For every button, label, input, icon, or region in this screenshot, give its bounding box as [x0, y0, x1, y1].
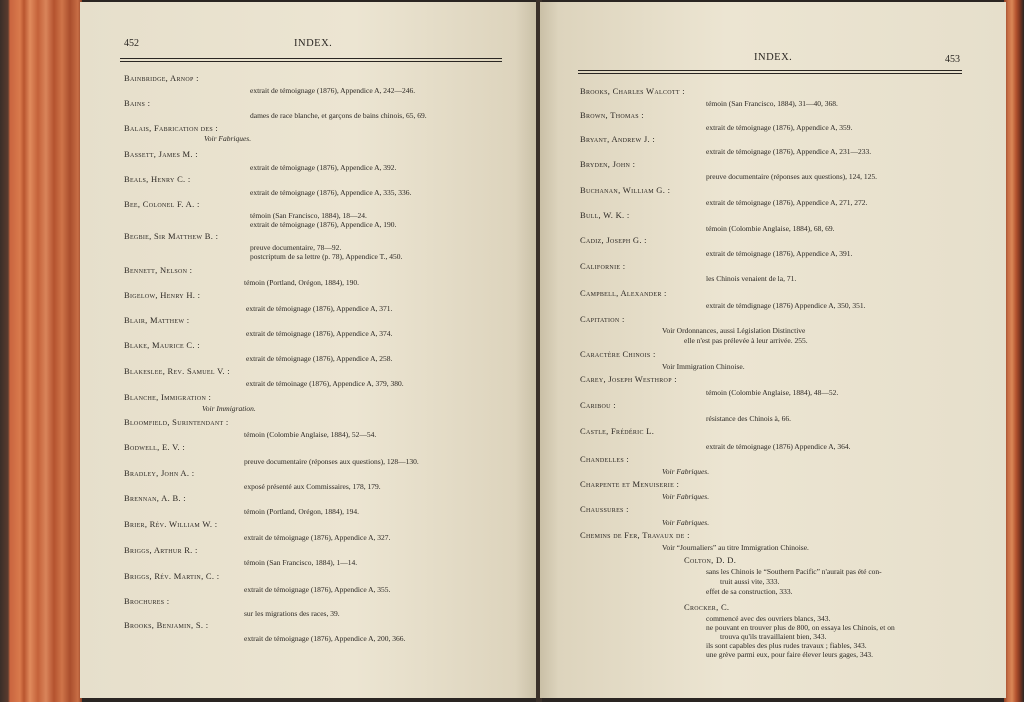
- index-entry-name: Briggs, Rév. Martin, C. :: [124, 571, 220, 581]
- index-entry-detail: Voir Fabriques.: [662, 492, 710, 501]
- index-entry-detail: ils sont capables des plus rudes travaux ; fiables, 343.: [706, 641, 867, 650]
- index-entry-name: Buchanan, William G. :: [580, 185, 671, 195]
- index-entry-detail: extrait de témoignage (1876), Appendice A, 271, 272.: [706, 198, 868, 207]
- index-entry-detail: Voir Immigration.: [202, 404, 256, 413]
- index-entry-detail: extrait de témoignage (1876), Appendice A, 200, 366.: [244, 634, 406, 643]
- index-entry-name: Californie :: [580, 261, 626, 271]
- index-entry-detail: témoin (Colombie Anglaise, 1884), 68, 69.: [706, 224, 835, 233]
- right-page: [540, 2, 1006, 698]
- index-entry-detail: extrait de témoignage (1876), Appendice A, 258.: [246, 354, 393, 363]
- left-page: [80, 2, 538, 698]
- index-entry-name: Cadiz, Joseph G. :: [580, 235, 647, 245]
- index-entry-name: Carey, Joseph Westhrop :: [580, 374, 677, 384]
- index-entry-name: Caractère Chinois :: [580, 349, 656, 359]
- index-entry-detail: extrait de témoignage (1876), Appendice A, 391.: [706, 249, 853, 258]
- index-entry-name: Brennan, A. B. :: [124, 493, 186, 503]
- index-entry-name: Brown, Thomas :: [580, 110, 644, 120]
- index-entry-name: Bigelow, Henry H. :: [124, 290, 201, 300]
- index-entry-detail: extrait de témoignage (1876), Appendice A, 335, 336.: [250, 188, 412, 197]
- header-rule: [120, 61, 502, 62]
- index-entry-detail: Voir Fabriques.: [204, 134, 252, 143]
- index-entry-detail: extrait de témoignage (1876), Appendice A, 392.: [250, 163, 397, 172]
- index-entry-detail: les Chinois venaient de la, 71.: [706, 274, 797, 283]
- index-entry-detail: trouva qu'ils travaillaient bien, 343.: [720, 632, 827, 641]
- index-entry-detail: extrait de témoignage (1876), Appendice A, 242—246.: [250, 86, 416, 95]
- index-entry-name: Bryant, Andrew J. :: [580, 134, 655, 144]
- index-entry-detail: témoin (San Francisco, 1884), 31—40, 368.: [706, 99, 838, 108]
- index-entry-detail: extrait de témoignage (1876), Appendice A, 231—233.: [706, 147, 872, 156]
- index-entry-detail: témoin (San Francisco, 1884), 18—24.: [250, 211, 367, 220]
- index-entry-name: Chemins de Fer, Travaux de :: [580, 530, 690, 540]
- index-entry-detail: extrait de témdignage (1876) Appendice A, 350, 351.: [706, 301, 866, 310]
- index-entry-detail: elle n'est pas prélevée à leur arrivée. 255.: [684, 336, 808, 345]
- index-entry-name: Brier, Rév. William W. :: [124, 519, 218, 529]
- index-entry-detail: extrait de témoinage (1876), Appendice A, 379, 380.: [246, 379, 404, 388]
- index-entry-name: Campbell, Alexander :: [580, 288, 667, 298]
- index-entry-name: Castle, Frédéric L.: [580, 426, 655, 436]
- index-entry-detail: extrait de témoignage (1876), Appendice A, 359.: [706, 123, 853, 132]
- index-entry-detail: témoin (Portland, Orégon, 1884), 190.: [244, 278, 359, 287]
- index-entry-detail: preuve documentaire (réponses aux questions), 128—130.: [244, 457, 419, 466]
- index-entry-detail: ne pouvant en trouver plus de 800, on essaya les Chinois, et on: [706, 623, 895, 632]
- index-entry-detail: commencé avec des ouvriers blancs, 343.: [706, 614, 831, 623]
- book-page-edges-right: [1004, 0, 1024, 702]
- index-entry-detail: Voir Fabriques.: [662, 518, 710, 527]
- index-entry-name: Blakeslee, Rev. Samuel V. :: [124, 366, 230, 376]
- index-entry-name: Bull, W. K. :: [580, 210, 630, 220]
- index-entry-name: Bodwell, E. V. :: [124, 442, 185, 452]
- index-entry-name: Briggs, Arthur R. :: [124, 545, 198, 555]
- index-entry-detail: extrait de témoignage (1876), Appendice A, 374.: [246, 329, 393, 338]
- index-entry-detail: preuve documentaire, 78—92.: [250, 243, 342, 252]
- index-entry-name: Balais, Fabrication des :: [124, 123, 219, 133]
- index-entry-name: Blake, Maurice C. :: [124, 340, 200, 350]
- index-entry-detail: extrait de témoignage (1876), Appendice A, 371.: [246, 304, 393, 313]
- page-heading: INDEX.: [294, 38, 333, 49]
- index-entry-detail: Voir Fabriques.: [662, 467, 710, 476]
- index-entry-detail: postcriptum de sa lettre (p. 78), Appendice T., 450.: [250, 252, 403, 261]
- book-page-edges-left: [0, 0, 82, 702]
- index-entry-name: Bennett, Nelson :: [124, 265, 193, 275]
- index-entry-detail: truit aussi vite, 333.: [720, 577, 780, 586]
- index-entry-detail: témoin (San Francisco, 1884), 1—14.: [244, 558, 358, 567]
- header-rule: [120, 58, 502, 59]
- index-entry-detail: témoin (Colombie Anglaise, 1884), 52—54.: [244, 430, 377, 439]
- index-entry-name: Begbie, Sir Matthew B. :: [124, 231, 219, 241]
- index-entry-name: Bryden, John :: [580, 159, 636, 169]
- index-entry-name: Bradley, John A. :: [124, 468, 195, 478]
- index-entry-name: Blair, Matthew :: [124, 315, 190, 325]
- index-entry-detail: extrait de témoignage (1876) Appendice A, 364.: [706, 442, 851, 451]
- index-entry-name: Brooks, Benjamin, S. :: [124, 620, 209, 630]
- index-entry-detail: sans les Chinois le “Southern Pacific” n'aurait pas été con-: [706, 567, 882, 576]
- index-entry-detail: témoin (Colombie Anglaise, 1884), 48—52.: [706, 388, 839, 397]
- index-entry-detail: dames de race blanche, et garçons de bains chinois, 65, 69.: [250, 111, 427, 120]
- index-entry-detail: extrait de témoignage (1876), Appendice A, 190.: [250, 220, 397, 229]
- index-entry-name: Chandelles :: [580, 454, 630, 464]
- index-entry-name: Bee, Colonel F. A. :: [124, 199, 200, 209]
- page-heading: INDEX.: [754, 52, 793, 63]
- index-entry-name: Bassett, James M. :: [124, 149, 198, 159]
- index-entry-name: Crocker, C.: [684, 602, 730, 612]
- index-entry-name: Caribou :: [580, 400, 616, 410]
- index-entry-name: Blanche, Immigration :: [124, 392, 212, 402]
- index-entry-detail: extrait de témoignage (1876), Appendice A, 327.: [244, 533, 391, 542]
- index-entry-name: Chaussures :: [580, 504, 629, 514]
- index-entry-detail: effet de sa construction, 333.: [706, 587, 793, 596]
- index-entry-detail: Voir “Journaliers” au titre Immigration Chinoise.: [662, 543, 809, 552]
- index-entry-detail: preuve documentaire (réponses aux questions), 124, 125.: [706, 172, 877, 181]
- index-entry-name: Brooks, Charles Walcott :: [580, 86, 685, 96]
- index-entry-detail: résistance des Chinois à, 66.: [706, 414, 791, 423]
- header-rule: [578, 70, 962, 71]
- index-entry-detail: exposé présenté aux Commissaires, 178, 179.: [244, 482, 381, 491]
- index-entry-detail: Voir Ordonnances, aussi Législation Distinctive: [662, 326, 806, 335]
- index-entry-name: Bloomfield, Surintendant :: [124, 417, 229, 427]
- page-number: 452: [124, 38, 139, 49]
- index-entry-detail: extrait de témoignage (1876), Appendice A, 355.: [244, 585, 391, 594]
- index-entry-name: Bains :: [124, 98, 151, 108]
- index-entry-detail: sur les migrations des races, 39.: [244, 609, 340, 618]
- header-rule: [578, 73, 962, 74]
- index-entry-name: Bainbridge, Arnop :: [124, 73, 199, 83]
- index-entry-detail: témoin (Portland, Orégon, 1884), 194.: [244, 507, 359, 516]
- index-entry-name: Charpente et Menuiserie :: [580, 479, 680, 489]
- index-entry-name: Colton, D. D.: [684, 555, 737, 565]
- index-entry-detail: une grève parmi eux, pour faire élever leurs gages, 343.: [706, 650, 874, 659]
- index-entry-name: Capitation :: [580, 314, 625, 324]
- index-entry-name: Beals, Henry C. :: [124, 174, 191, 184]
- index-entry-name: Brochures :: [124, 596, 170, 606]
- index-entry-detail: Voir Immigration Chinoise.: [662, 362, 745, 371]
- page-number: 453: [945, 54, 960, 65]
